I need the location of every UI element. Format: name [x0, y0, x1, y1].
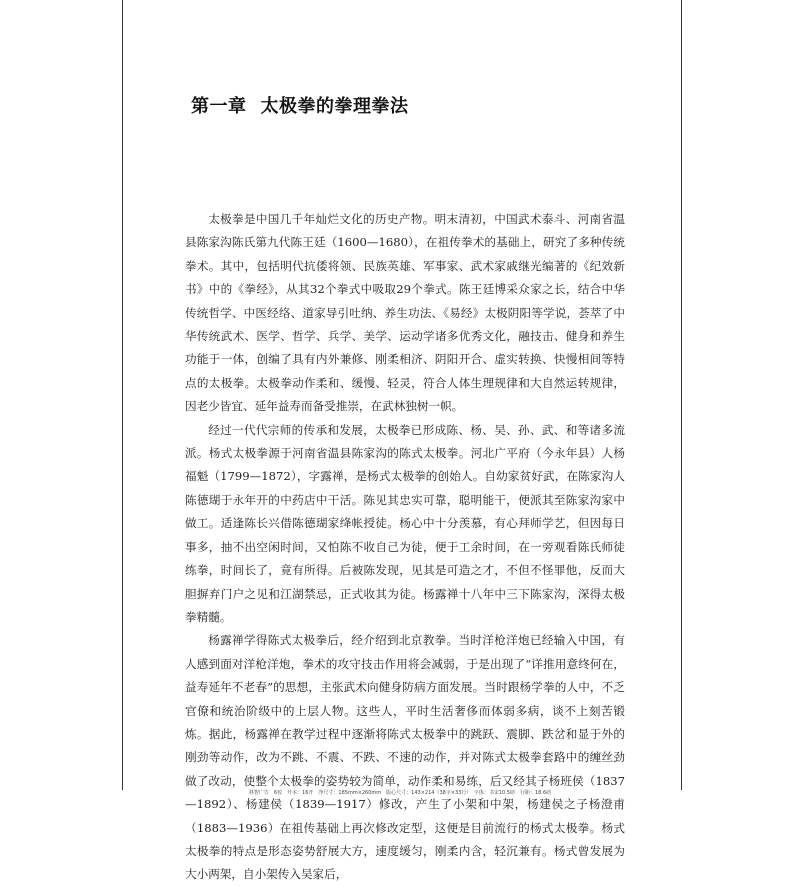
- print-footer: 林智广告 6校 开本：16开 净尺寸：185mm×260mm 版心尺寸：143×214（38字×33行） 字体：书宋10.5磅 行距：18.6磅: [248, 790, 552, 796]
- chapter-heading: [191, 92, 409, 118]
- paragraph-2: 经过一代代宗师的传承和发展，太极拳已形成陈、杨、吴、孙、武、和等诸多流派。杨式太极拳源于河南省温县陈家沟的陈式太极拳。河北广平府（今永年县）人杨福魁（1799—1872），字露禅，是杨式太极拳的创始人。自幼家贫好武，在陈家沟人陈德瑚于永年开的中药店中干活。陈见其忠实可靠，聪明能干，便派其至陈家沟家中做工。适逢陈长兴借陈德瑚家绛帐授徒。杨心中十分羡慕，有心拜师学艺，但因每日事多，抽不出空闲时间，又怕陈不收自己为徒，便于工余时间，在一旁观看陈氏师徒练拳，时间长了，竟有所得。后被陈发现，见其是可造之才，不但不怪罪他，反而大胆摒弃门户之见和江湖禁忌，正式收其为徒。杨露禅十八年中三下陈家沟，深得太极拳精髓。: [185, 422, 625, 624]
- paragraph-1: 太极拳是中国几千年灿烂文化的历史产物。明末清初，中国武术泰斗、河南省温县陈家沟陈氏第九代陈王廷（1600—1680），在祖传拳术的基础上，研究了多种传统拳术。其中，包括明代抗倭将领、民族英雄、军事家、武术家戚继光编著的《纪效新书》中的《拳经》，从其32个拳式中吸取29个拳式。陈王廷博采众家之长，结合中华传统哲学、中医经络、道家导引吐纳、养生功法、《易经》太极阴阳等学说，荟萃了中华传统武术、医学、哲学、兵学、美学、运动学诸多优秀文化，融技击、健身和养生功能于一体，创编了具有内外兼修、刚柔相济、阴阳开合、虚实转换、快慢相间等特点的太极拳。太极拳动作柔和、缓慢、轻灵，符合人体生理规律和大自然运转规律，因老少皆宜、延年益寿而备受推崇，在武林独树一帜。: [185, 212, 625, 414]
- paragraph-3: 杨露禅学得陈式太极拳后，经介绍到北京教拳。当时洋枪洋炮已经输入中国，有人感到面对洋枪洋炮，拳术的攻守技击作用将会减弱，于是出现了“详推用意终何在，益寿延年不老春”的思想，主张武术向健身防病方面发展。当时跟杨学拳的人中，不乏官僚和统治阶级中的上层人物。这些人，平时生活奢侈而体弱多病，谈不上刻苦锻炼。据此，杨露禅在教学过程中逐渐将陈式太极拳中的跳跃、震脚、跌岔和显于外的刚劲等动作，改为不跳、不震、不跌、不速的动作，并对陈式太极拳套路中的缠丝劲做了改动，使整个太极拳的姿势较为简单，动作柔和易练，后又经其子杨班侯（1837—1892）、杨建侯（1839—1917）修改，产生了小架和中架，杨建侯之子杨澄甫（1883—1936）在祖传基础上再次修改定型，这便是目前流行的杨式太极拳。杨式太极拳的特点是形态姿势舒展大方，速度缓匀，刚柔内含，轻沉兼有。杨式曾发展为大小两架，自小架传入吴家后，: [185, 633, 625, 882]
- chapter-number: 第一章: [191, 96, 247, 117]
- body-text: [185, 208, 625, 887]
- chapter-title: 太极拳的拳理拳法: [260, 96, 409, 117]
